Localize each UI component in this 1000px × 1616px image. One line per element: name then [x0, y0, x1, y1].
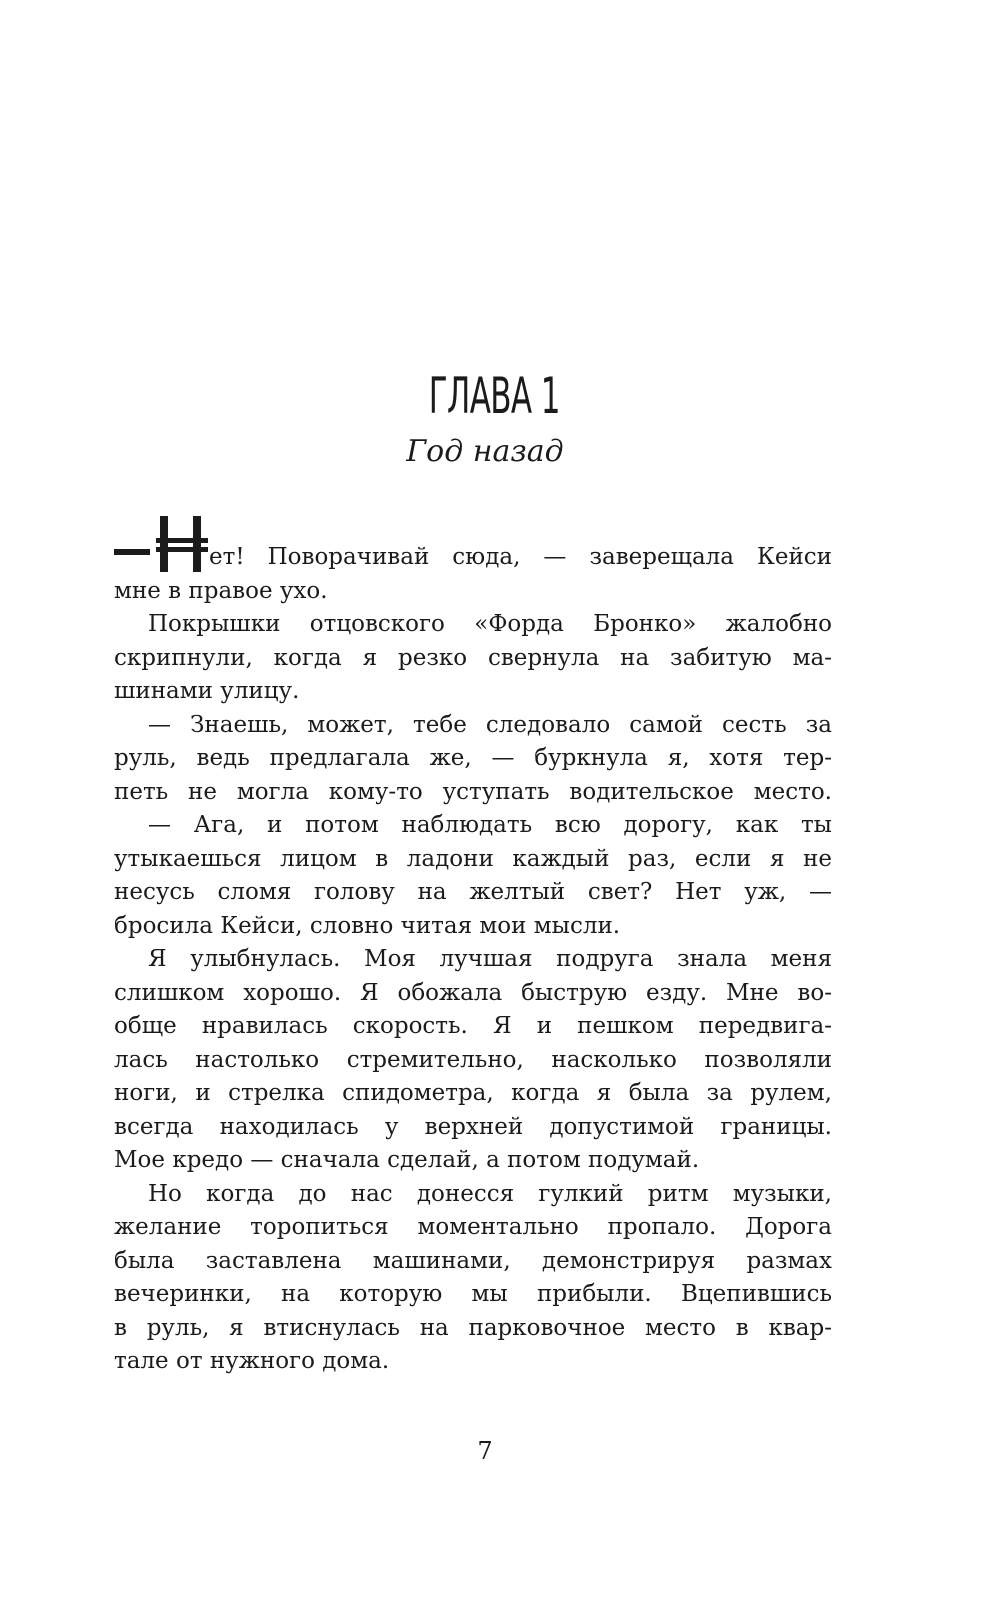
text-line: Я улыбнулась. Моя лучшая подруга знала меня [148, 946, 832, 972]
text-line: руль, ведь предлагала же, — буркнула я, хотя тер- [114, 745, 832, 771]
text-line: лась настолько стремительно, насколько позволяли [114, 1046, 832, 1073]
page-number: 7 [477, 1437, 493, 1465]
text-line: Покрышки отцовского «Форда Бронко» жалобно [148, 611, 832, 637]
text-line: была заставлена машинами, демонстрируя размах [114, 1247, 832, 1274]
chapter-subtitle: Год назад [406, 434, 564, 469]
text-line: — Знаешь, может, тебе следовало самой сесть за [148, 711, 832, 738]
text-line: мне в правое ухо. [114, 577, 328, 604]
text-line: — Ага, и потом наблюдать всю дорогу, как ты [148, 812, 832, 838]
text-line: ет! Поворачивай сюда, — заверещала Кейси [209, 544, 832, 570]
text-line: желание торопиться моментально пропало. Дорога [114, 1214, 832, 1240]
chapter-title: ГЛАВА 1 [428, 367, 560, 425]
text-line: утыкаешься лицом в ладони каждый раз, если я не [114, 845, 832, 872]
text-line: Но когда до нас донесся гулкий ритм музыки, [148, 1180, 832, 1207]
body-text [114, 541, 832, 1379]
text-line: скрипнули, когда я резко свернула на забитую ма- [114, 644, 832, 671]
text-line: вечеринки, на которую мы прибыли. Вцепившись [114, 1281, 832, 1307]
text-line: обще нравилась скорость. Я и пешком передвига- [114, 1013, 832, 1039]
text-line: тале от нужного дома. [114, 1348, 390, 1374]
text-line: бросила Кейси, словно читая мои мысли. [114, 912, 621, 939]
text-line: несусь сломя голову на желтый свет? Нет уж, — [114, 879, 832, 905]
text-line: в руль, я втиснулась на парковочное место в квар- [114, 1314, 832, 1341]
text-line: ноги, и стрелка спидометра, когда я была за рулем, [114, 1080, 832, 1106]
text-line: петь не могла кому-то уступать водительское место. [114, 778, 832, 805]
text-line: всегда находилась у верхней допустимой границы. [114, 1113, 832, 1140]
text-line: слишком хорошо. Я обожала быструю езду. Мне во- [114, 979, 832, 1006]
text-line: Мое кредо — сначала сделай, а потом подумай. [114, 1147, 700, 1173]
text-line: шинами улицу. [114, 678, 300, 704]
